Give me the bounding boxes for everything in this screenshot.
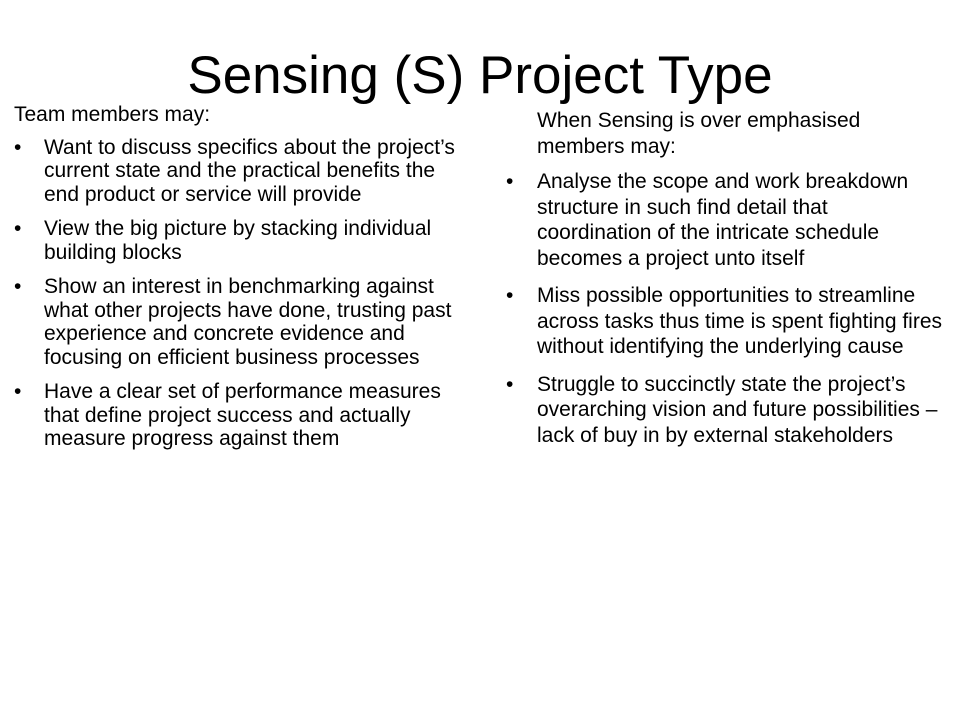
bullet-icon: • — [14, 217, 22, 240]
bullet-icon: • — [14, 275, 22, 298]
bullet-icon: • — [14, 135, 22, 159]
list-item — [14, 217, 464, 264]
right-column — [506, 108, 946, 460]
list-item — [506, 372, 946, 449]
list-item — [506, 283, 946, 360]
list-item-text: Have a clear set of performance measures that define project success and actually measure progress against them — [44, 380, 441, 450]
bullet-icon: • — [506, 284, 514, 307]
right-intro: When Sensing is over emphasised members may: — [537, 109, 861, 158]
list-item — [506, 169, 946, 271]
list-item-text: Struggle to succinctly state the project’s overarching vision and future possibilities – lack of buy in by external stakeholders — [537, 372, 938, 447]
list-item — [14, 275, 464, 369]
list-item-text: Miss possible opportunities to streamline across tasks thus time is spent fighting fires without identifying the underlying cause — [537, 284, 942, 358]
list-item — [14, 380, 464, 451]
list-item-text: Want to discuss specifics about the project’s current state and the practical benefits the end product or service will provide — [44, 135, 455, 206]
bullet-icon: • — [14, 380, 22, 403]
list-item-text: Show an interest in benchmarking against what other projects have done, trusting past experience and concrete evidence and focusing on efficient business processes — [44, 275, 452, 369]
list-item-text: View the big picture by stacking individual building blocks — [44, 217, 432, 264]
left-intro: Team members may: — [14, 103, 211, 126]
slide-title: Sensing (S) Project Type — [187, 45, 773, 105]
bullet-icon: • — [506, 372, 514, 396]
left-column — [14, 103, 464, 462]
left-bullet-list — [14, 136, 464, 451]
bullet-icon: • — [506, 170, 514, 193]
right-bullet-list — [506, 169, 946, 448]
list-item — [14, 136, 464, 207]
list-item-text: Analyse the scope and work breakdown structure in such find detail that coordination of the intricate schedule becomes a project unto itself — [537, 170, 909, 270]
